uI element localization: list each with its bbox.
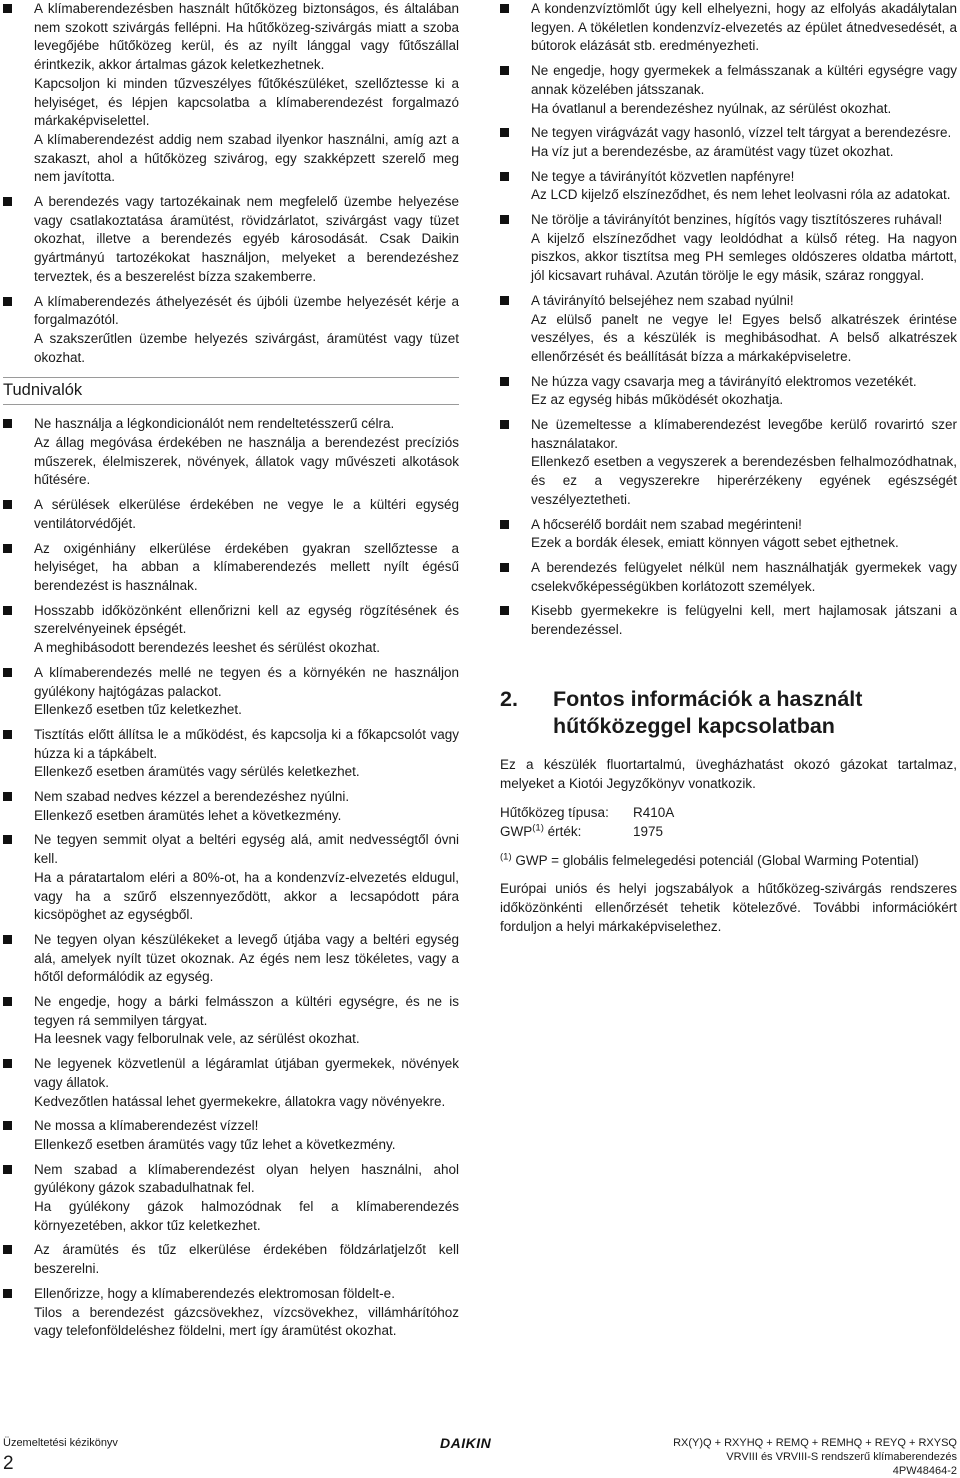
list-item-text: Az áramütés és tűz elkerülése érdekében földzárlatjelzőt kell beszerelni. [34,1242,459,1277]
list-item-text: A hőcserélő bordáit nem szabad megérinteni! [531,516,802,532]
list-item-text: A távirányító belsejéhez nem szabad nyúlni! [531,292,794,308]
list-item-text: Ha óvatlanul a berendezéshez nyúlnak, az sérülést okozhat. [531,100,892,116]
list-item [500,416,957,510]
list-item-text: Ez az egység hibás működését okozhatja. [531,392,784,408]
list-item [3,1241,459,1278]
list-item [3,193,459,287]
list-item [3,726,459,782]
list-item-text: Ne legyenek közvetlenül a légáramlat útjában gyermekek, növények vagy állatok. [34,1056,459,1090]
list-item [3,415,459,490]
list-item [500,124,957,161]
section-title: Tudnivalók [3,381,83,400]
list-item-text: A klímaberendezés áthelyezését és újbóli üzembe helyezését kérje a forgalmazótól. [34,293,459,328]
list-item-text: Ne üzemeltesse a klímaberendezést levegőbe kerülő rovarirtó szer használatakor. [531,417,957,451]
list-item [500,516,957,553]
list-item [500,602,957,639]
list-item-text: Az állag megóvása érdekében ne használja a berendezést precíziós műszerek, élelmiszerek, növények, állatok vagy művészeti alkotások hűtésére. [34,435,459,488]
list-item [3,1117,459,1154]
refrigerant-type-label: Hűtőközeg típusa: [500,805,609,821]
list-item-text: Ne használja a légkondicionálót nem rendeltetésszerű célra. [34,416,395,432]
list-item [3,831,459,925]
list-item-text: Ezek a bordák élesek, emiatt könnyen vágott sebet ejthetnek. [531,535,899,551]
list-item-text: Az LCD kijelző elszíneződhet, és nem lehet leolvasni róla az adatokat. [531,187,951,203]
top-warnings [3,0,459,367]
list-item-text: Ne mossa a klímaberendezést vízzel! [34,1118,259,1134]
list-item-text: Kapcsoljon ki minden tűzveszélyes fűtőkészüléket, szellőztesse ki a helyiséget, és lépjen kapcsolatba a klímaberendezést forgalmazó márkaképviselettel. [34,75,459,129]
section-divider [3,404,459,405]
brand-wordmark: DAIKIN [440,1435,492,1451]
list-item-text: Kisebb gyermekekre is felügyelni kell, mert hajlamosak játszani a berendezéssel. [531,603,957,638]
model-line-2: VRVIII és VRVIII-S rendszerű klímaberendezés [726,1451,957,1463]
list-item-text: Az elülső panelt ne vegye le! Egyes belső alkatrészek érintése veszélyes, és a készülék is meghibásodhat. A belső alkatrészek ellenőrzését és beállítását bízza a márkaképviseletre. [531,311,957,364]
list-item [500,0,957,56]
list-item-text: Ellenkező esetben áramütés vagy sérülés keletkezhet. [34,764,360,780]
list-item [3,540,459,596]
list-item-text: Tilos a berendezést gázcsövekhez, vízcsövekhez, villámhárítóhoz vagy telefonföldeléshez földelni, mert így áramütést okozhat. [34,1304,459,1339]
list-item [3,931,459,987]
list-item-text: Ellenkező esetben áramütés lehet a következmény. [34,807,342,823]
gwp-row [500,823,957,842]
list-item-text: Ha gyúlékony gázok halmozódnak fel a klímaberendezés környezetében, akkor tűz keletkezhet. [34,1199,459,1233]
list-item-text: A klímaberendezést addig nem szabad ilyenkor használni, amíg azt a szakaszt, ahol a hűtőközeg szivárog, egy szakképzett szerelő meg nem javította. [34,131,459,185]
left-column [3,0,459,1341]
notes-list [3,415,459,1341]
list-item-text: Kedvezőtlen hatással lehet gyermekekre, állatokra vagy növényekre. [34,1093,446,1109]
daikin-logo [438,1435,514,1455]
document-code: 4PW48464-2 [892,1465,957,1477]
list-item-text: Ellenkező esetben áramütés vagy tűz lehet a következmény. [34,1136,396,1152]
list-item-text: A meghibásodott berendezés leeshet és sérülést okozhat. [34,640,380,656]
list-item-text: Ha a páratartalom eléri a 80%-ot, ha a kondenzvíz-elvezetés eldugul, vagy ha a szűrő elszennyeződött, akkor a lecsapódott pára kicsöpöghet az egységből. [34,869,459,923]
list-item [3,1285,459,1341]
model-line-1: RX(Y)Q + RXYHQ + REMQ + REMHQ + REYQ + RXYSQ [673,1437,957,1449]
list-item-text: A szakszerűtlen üzembe helyezés szivárgást, áramütést vagy tüzet okozhat. [34,330,459,365]
manual-title: Üzemeltetési kézikönyv [3,1437,118,1449]
list-item-text: Hosszabb időközönként ellenőrizni kell az egység rögzítésének és szerelvényeinek épségét. [34,602,459,637]
list-item-text: A sérülések elkerülése érdekében ne vegye le a kültéri egység ventilátorvédőjét. [34,497,459,531]
model-info [673,1436,957,1478]
refrigerant-info [500,756,957,937]
gwp-label: GWP$^{(1)}$ érték: [500,822,582,839]
list-item [500,168,957,205]
list-item-text: Ne törölje a távirányítót benzines, hígítós vagy tisztítószeres ruhával! [531,212,943,228]
list-item-text: Ne húzza vagy csavarja meg a távirányító elektromos vezetékét. [531,373,917,389]
list-item-text: A berendezés vagy tartozékainak nem megfelelő üzembe helyezése vagy csatlakoztatása áramütést, rövidzárlatot, szivárgást vagy tüzet okozhat, illetve a berendezés egyéb károsodását. Csak Daikin gyártmányú tartozékokat használjon, melyeket a berendezéshez terveztek, és a beszerelést bízza szakemberre. [34,194,459,284]
list-item-text: Ha víz jut a berendezésbe, az áramütést vagy tüzet okozhat. [531,143,894,159]
list-item [3,1161,459,1236]
refrigerant-type-value: R410A [633,805,675,821]
list-item [3,664,459,720]
right-column [500,0,957,936]
right-warnings [500,0,957,640]
section-2-number: 2. [500,686,518,711]
list-item [3,1055,459,1111]
section-2-heading [500,686,957,740]
list-item [500,292,957,367]
list-item [500,211,957,286]
list-item-text: Ellenőrizze, hogy a klímaberendezés elektromosan földelt-e. [34,1285,395,1301]
list-item-text: Ellenkező esetben tűz keletkezhet. [34,702,242,718]
list-item-text: A klímaberendezés mellé ne tegyen és a környékén ne használjon gyúlékony hajtógázas palackot. [34,664,459,699]
list-item-text: Ne engedje, hogy gyermekek a felmásszanak a kültéri egységre vagy annak közelében játsszanak. [531,63,957,97]
page-number: 2 [3,1453,14,1474]
list-item-text: A klímaberendezésben használt hűtőközeg biztonságos, és általában nem szokott szivárgás fellépni. Ha hűtőközeg-szivárgás miatt a szoba levegőjébe hűtőközeg kerül, és az nyílt lánggal vagy fűtőszállal érintkezik, akkor ártalmas gázok keletkezhetnek. [34,1,459,73]
list-item [3,993,459,1049]
list-item-text: Ne tegyen olyan készülékeket a levegő útjába vagy a beltéri egység alá, amelyek nyílt tüzet okoznak. Az égés nem lesz tökéletes, vagy a hőtől deformálódik az egység. [34,931,459,985]
refrigerant-type-row [500,804,957,823]
list-item-text: Nem szabad a klímaberendezést olyan helyen használni, ahol gyúlékony gázok szabadulhatnak fel. [34,1161,459,1196]
list-item [3,602,459,658]
list-item-text: Ellenkező esetben a vegyszerek a berendezésben felhalmozódhatnak, és ez a vegyszerekre hiperérzékeny egyének egészségét veszélyeztetheti. [531,454,957,507]
list-item-text: Ne engedje, hogy a bárki felmásszon a kültéri egységre, és ne is tegyen rá semmilyen tárgyat. [34,994,459,1028]
list-item-text: A kijelző elszíneződhet vagy leoldódhat a külső réteg. Ha nagyon piszkos, akkor tisztítsa meg PH semleges oldószeres oldatba mártott, jól kicsavart ruhával. Azután törölje le egy másik, száraz ronggyal. [531,230,957,284]
list-item-text: Ha leesnek vagy felborulnak vele, az sérülést okozhat. [34,1031,360,1047]
list-item-text: Nem szabad nedves kézzel a berendezéshez nyúlni. [34,789,350,805]
list-item-text: Ne tegyen virágvázát vagy hasonló, vízzel telt tárgyat a berendezésre. [531,125,952,141]
list-item [3,496,459,533]
list-item-text: Ne tegye a távirányítót közvetlen napfényre! [531,168,795,184]
list-item [500,373,957,410]
list-item [3,788,459,825]
list-item [3,293,459,368]
list-item-text: Tisztítás előtt állítsa le a működést, és kapcsolja ki a főkapcsolót vagy húzza ki a tápkábelt. [34,726,459,761]
list-item-text: A berendezés felügyelet nélkül nem használhatják gyermekek vagy cselekvőképességükben korlátozott személyek. [531,559,957,594]
list-item [500,62,957,118]
regulation-note: Európai uniós és helyi jogszabályok a hűtőközeg-szivárgás rendszeres időközönkénti ellenőrzését tehetik kötelezővé. További információkért forduljon a helyi márkaképviselethez. [500,881,957,934]
list-item-text: Az oxigénhiány elkerülése érdekében gyakran szellőztesse a helyiséget, ha abban a klímaberendezés mellett nyílt égésű berendezést is használnak. [34,540,459,593]
gwp-value: 1975 [633,823,664,839]
list-item-text: A kondenzvíztömlőt úgy kell elhelyezni, hogy az elfolyás akadálytalan legyen. A tökéletlen kondenzvíz-elvezetés az épület átnedvesedését, a bútorok elázását stb. eredményezheti. [531,1,957,54]
gwp-footnote: $^{(1)}$ GWP = globális felmelegedési potenciál (Global Warming Potential) [500,851,919,868]
list-item [500,559,957,596]
list-item [3,0,459,187]
section-2-title: Fontos információk a használt hűtőközeggel kapcsolatban [553,686,863,738]
section-header [3,377,459,401]
list-item-text: Ne tegyen semmit olyat a beltéri egység alá, amit nedvességtől óvni kell. [34,832,459,867]
refrigerant-intro: Ez a készülék fluortartalmú, üvegházhatást okozó gázokat tartalmaz, melyeket a Kiotói Jegyzőkönyv vonatkozik. [500,756,957,791]
